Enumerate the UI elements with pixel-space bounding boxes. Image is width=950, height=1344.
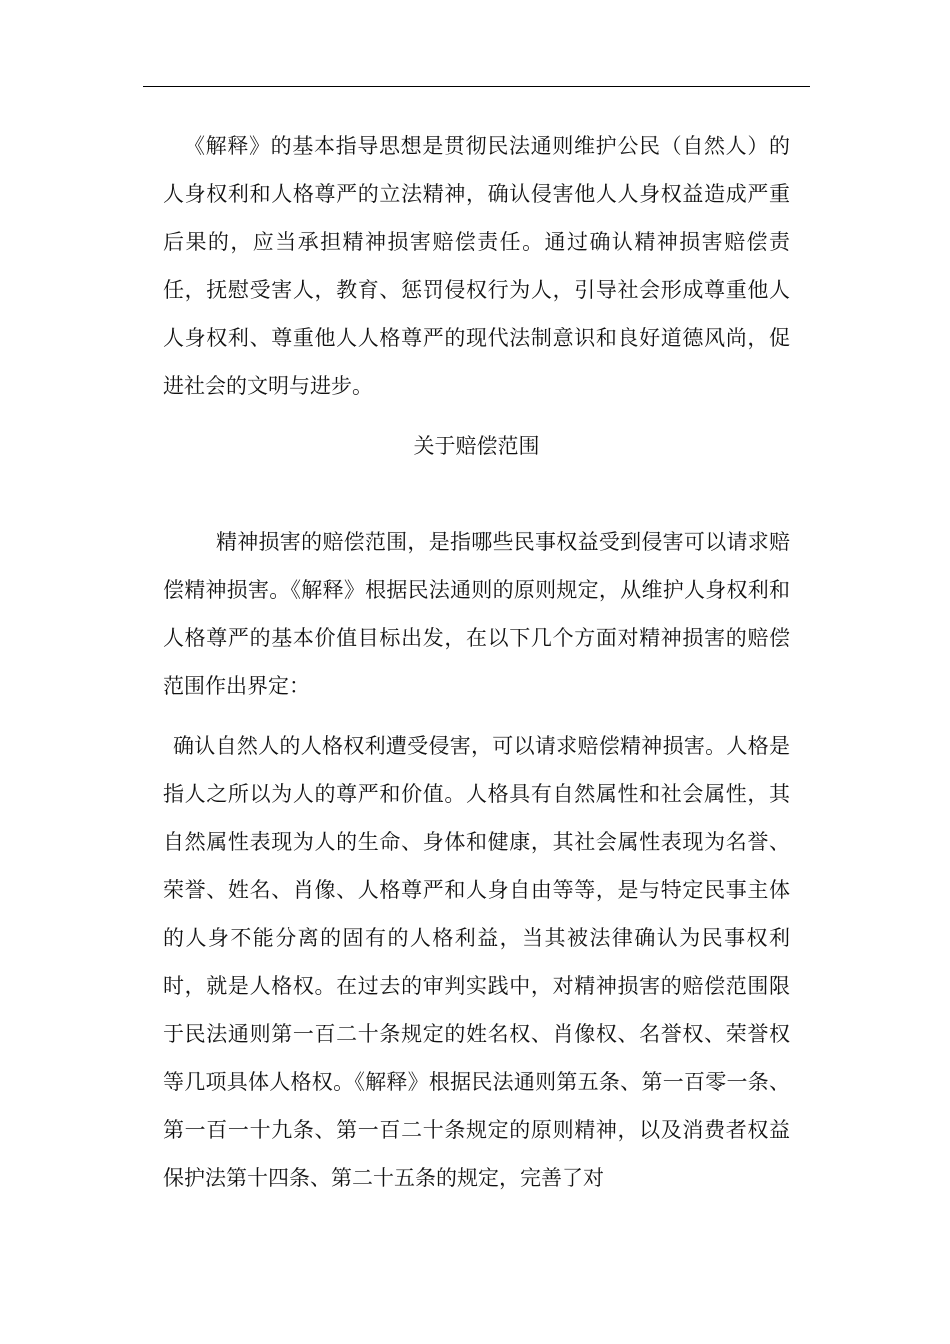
paragraph-guiding-principle: 《解释》的基本指导思想是贯彻民法通则维护公民（自然人）的人身权利和人格尊严的立法精神，确认侵害他人人身权益造成严重后果的，应当承担精神损害赔偿责任。通过确认精神损害赔偿责任，抚慰受害人，教育、惩罚侵权行为人，引导社会形成尊重他人人身权利、尊重他人人格尊严的现代法制意识和良好道德风尚，促进社会的文明与进步。 xyxy=(163,134,790,398)
paragraph-compensation-scope: 精神损害的赔偿范围，是指哪些民事权益受到侵害可以请求赔偿精神损害。《解释》根据民法通则的原则规定，从维护人身权利和人格尊严的基本价值目标出发，在以下几个方面对精神损害的赔偿范围作出界定： xyxy=(163,530,790,698)
header-rule xyxy=(143,86,810,87)
document-body xyxy=(163,122,790,1202)
section-heading: 关于赔偿范围 xyxy=(413,434,540,458)
paragraph-personality-rights: 确认自然人的人格权利遭受侵害，可以请求赔偿精神损害。人格是指人之所以为人的尊严和价值。人格具有自然属性和社会属性，其自然属性表现为人的生命、身体和健康，其社会属性表现为名誉、荣誉、姓名、肖像、人格尊严和人身自由等等，是与特定民事主体的人身不能分离的固有的人格利益，当其被法律确认为民事权利时，就是人格权。在过去的审判实践中，对精神损害的赔偿范围限于民法通则第一百二十条规定的姓名权、肖像权、名誉权、荣誉权等几项具体人格权。《解释》根据民法通则第五条、第一百零一条、第一百一十九条、第一百二十条规定的原则精神，以及消费者权益保护法第十四条、第二十五条的规定，完善了对 xyxy=(163,734,790,1190)
